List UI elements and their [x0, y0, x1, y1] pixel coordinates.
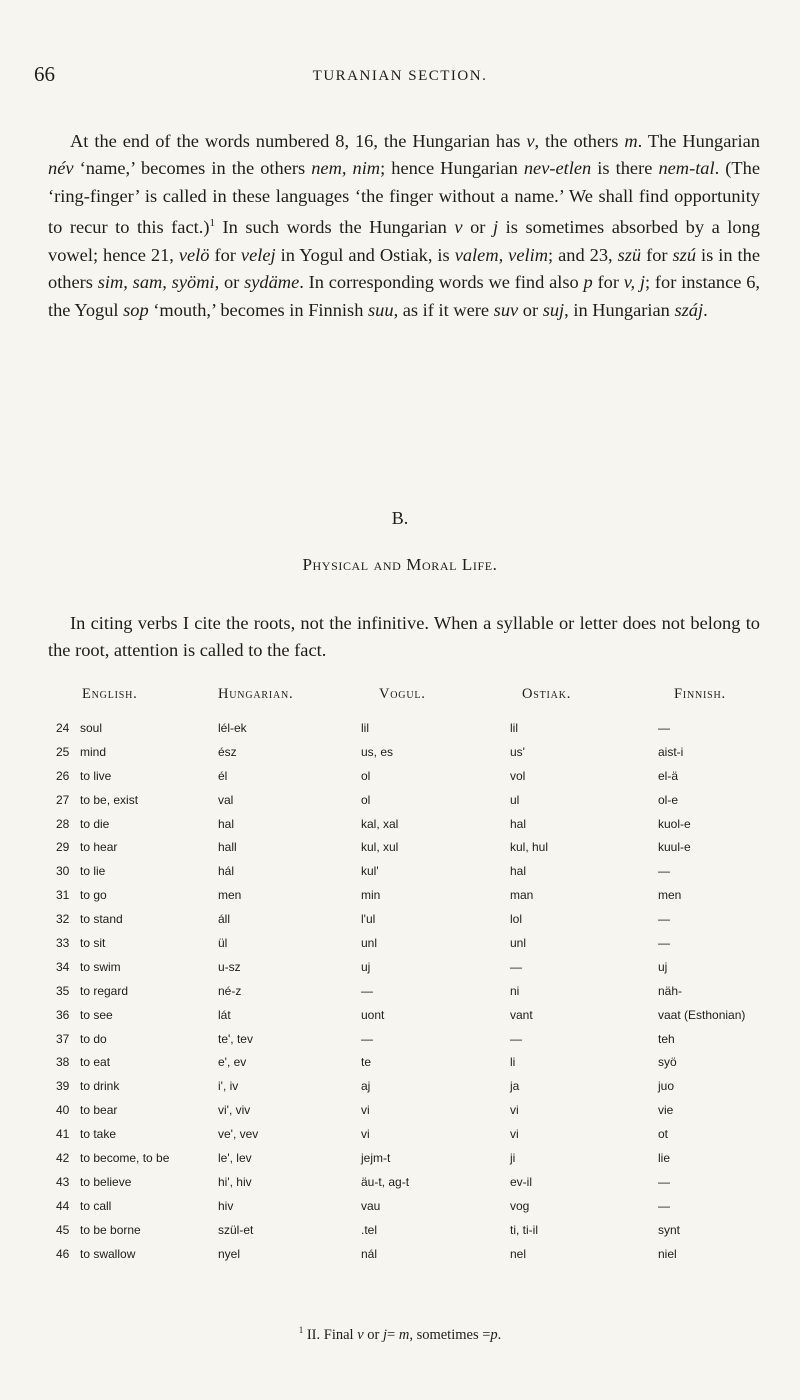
entry-number: 45 [56, 1222, 70, 1237]
entry-english: to die [80, 816, 110, 831]
table-row [56, 1074, 758, 1098]
cell-ostiak: lol [510, 912, 523, 927]
cell-vogul: .tel [361, 1222, 378, 1237]
page-number: 66 [34, 62, 55, 86]
entry-english: to believe [80, 1174, 132, 1189]
cell-vogul: us, es [361, 744, 394, 759]
cell-hungarian: te', tev [218, 1031, 253, 1046]
table-body [56, 716, 758, 1265]
entry-english: to go [80, 888, 107, 903]
cell-finnish: näh- [658, 983, 683, 998]
cell-ostiak: hal [510, 864, 527, 879]
text-run: is there [591, 158, 659, 179]
paragraph-1 [48, 128, 760, 324]
table-row [56, 835, 758, 859]
cell-ostiak: vog [510, 1198, 530, 1213]
text-run: for [592, 272, 624, 293]
entry-english: to swim [80, 959, 121, 974]
cell-hungarian: né-z [218, 983, 242, 998]
vocabulary-table [56, 686, 758, 1265]
header-ostiak: Ostiak. [522, 686, 572, 702]
cell-finnish: syö [658, 1055, 677, 1070]
text-run: for [209, 244, 241, 265]
italic-term: j [492, 217, 499, 238]
entry-number: 26 [56, 768, 70, 783]
cell-finnish: — [658, 864, 670, 879]
italic-term: nem-tal [658, 158, 715, 179]
text-run: for [641, 244, 673, 265]
italic-term: valem, velim [454, 244, 548, 265]
entry-number: 43 [56, 1174, 70, 1189]
table-row [56, 955, 758, 979]
header-finnish: Finnish. [674, 686, 726, 702]
table-row [56, 1050, 758, 1074]
cell-vogul: l'ul [361, 912, 376, 927]
footnote-ref: 1 [209, 217, 215, 230]
italic-term: szü [617, 244, 642, 265]
section-title: Physical and Moral Life. [302, 555, 498, 574]
footnote-var-j: j [382, 1326, 388, 1343]
cell-vogul: vi [361, 1103, 370, 1118]
cell-finnish: juo [658, 1079, 675, 1094]
entry-number: 32 [56, 912, 70, 927]
intro-text: In citing verbs I cite the roots, not the infinitive. When a syllable or letter does not belong to the root, attention is called to the fact. [48, 613, 760, 661]
entry-english: to live [80, 768, 112, 783]
cell-ostiak: ja [510, 1079, 520, 1094]
cell-english [56, 1194, 214, 1218]
footnote-prefix: Final [323, 1326, 354, 1343]
entry-english: to stand [80, 912, 123, 927]
entry-number: 30 [56, 864, 70, 879]
text-run: . In corresponding words we find also [299, 272, 584, 293]
italic-term: velej [240, 244, 276, 265]
cell-ostiak: ev-il [510, 1174, 533, 1189]
entry-english: to lie [80, 864, 106, 879]
cell-english [56, 740, 214, 764]
intro-paragraph [48, 610, 760, 665]
italic-term: suv [493, 299, 519, 320]
cell-english [56, 931, 214, 955]
cell-ostiak: vi [510, 1103, 519, 1118]
text-run: ‘mouth,’ becomes in Finnish [148, 299, 368, 320]
text-run: ‘name,’ becomes in the others [73, 158, 312, 179]
italic-term: suj [542, 299, 565, 320]
footnote-marker: 1 [298, 1325, 304, 1335]
entry-english: to eat [80, 1055, 111, 1070]
cell-english [56, 1027, 214, 1051]
entry-number: 29 [56, 840, 70, 855]
cell-finnish: vie [658, 1103, 674, 1118]
text-run: . (The ‘ring-finger’ is called in these languages ‘the finger without a name.’ We shall find opportunity to recur to this fact.) [48, 158, 760, 238]
entry-english: to bear [80, 1103, 118, 1118]
text-run: , in Hungarian [564, 299, 675, 320]
table-row [56, 907, 758, 931]
cell-ostiak: vant [510, 1007, 533, 1022]
entry-number: 31 [56, 888, 70, 903]
cell-ostiak: hal [510, 816, 527, 831]
entry-number: 36 [56, 1007, 70, 1022]
text-run: or [462, 217, 493, 238]
table-row [56, 1218, 758, 1242]
cell-hungarian: e', ev [218, 1055, 247, 1070]
cell-hungarian: lél-ek [218, 720, 247, 735]
cell-vogul: kal, xal [361, 816, 399, 831]
cell-hungarian: szül-et [218, 1222, 254, 1237]
entry-number: 28 [56, 816, 70, 831]
body-paragraph [48, 128, 760, 324]
cell-finnish: — [658, 912, 670, 927]
entry-english: to become, to be [80, 1150, 170, 1165]
cell-finnish: lie [658, 1150, 671, 1165]
cell-english [56, 883, 214, 907]
entry-english: to swallow [80, 1246, 136, 1261]
table-row [56, 883, 758, 907]
entry-number: 44 [56, 1198, 70, 1213]
table-row [56, 764, 758, 788]
cell-ostiak: man [510, 888, 534, 903]
italic-term: velö [178, 244, 210, 265]
cell-english [56, 979, 214, 1003]
entry-english: to take [80, 1127, 117, 1142]
cell-vogul: vi [361, 1127, 370, 1142]
cell-hungarian: ül [218, 935, 228, 950]
header-hungarian: Hungarian. [218, 686, 294, 702]
cell-english [56, 1098, 214, 1122]
cell-finnish: el-ä [658, 768, 679, 783]
cell-finnish: uj [658, 959, 668, 974]
italic-term: szú [672, 244, 697, 265]
text-run: , or [214, 272, 245, 293]
cell-ostiak: us' [510, 744, 525, 759]
cell-vogul: jejm-t [361, 1150, 391, 1165]
text-run: or [518, 299, 543, 320]
cell-english [56, 1122, 214, 1146]
entry-number: 34 [56, 959, 70, 974]
table-row [56, 1170, 758, 1194]
italic-term: p [583, 272, 593, 293]
cell-finnish: kuul-e [658, 840, 691, 855]
cell-vogul: lil [361, 720, 369, 735]
cell-ostiak: vi [510, 1127, 519, 1142]
cell-ostiak: li [510, 1055, 516, 1070]
cell-hungarian: lát [218, 1007, 231, 1022]
table-row [56, 1146, 758, 1170]
cell-english [56, 1242, 214, 1266]
table-row [56, 859, 758, 883]
cell-vogul: nál [361, 1246, 378, 1261]
cell-finnish: aist-i [658, 744, 684, 759]
entry-english: to regard [80, 983, 129, 998]
cell-hungarian: él [218, 768, 228, 783]
italic-term: v [454, 217, 463, 238]
header-english: English. [82, 686, 138, 702]
cell-ostiak: nel [510, 1246, 527, 1261]
table-header-row [56, 686, 758, 716]
cell-english [56, 955, 214, 979]
table-row [56, 1242, 758, 1266]
text-run: . [703, 299, 708, 320]
cell-hungarian: nyel [218, 1246, 241, 1261]
cell-vogul: kul' [361, 864, 379, 879]
cell-ostiak: ni [510, 983, 520, 998]
table-row [56, 931, 758, 955]
text-run: ; hence Hungarian [380, 158, 524, 179]
table-row [56, 788, 758, 812]
cell-vogul: — [361, 983, 373, 998]
cell-finnish: ot [658, 1127, 669, 1142]
entry-english: to do [80, 1031, 107, 1046]
entry-english: to sit [80, 935, 106, 950]
cell-vogul: uont [361, 1007, 385, 1022]
italic-term: sim, sam, syömi [97, 272, 215, 293]
italic-term: nev-etlen [523, 158, 592, 179]
text-run: . The Hungarian [637, 131, 760, 151]
cell-hungarian: i', iv [218, 1079, 239, 1094]
table-row [56, 1003, 758, 1027]
cell-hungarian: u-sz [218, 959, 241, 974]
entry-number: 40 [56, 1103, 70, 1118]
text-run: At the end of the words numbered 8, 16, the Hungarian has [70, 131, 527, 151]
entry-number: 24 [56, 720, 70, 735]
cell-vogul: unl [361, 935, 378, 950]
cell-hungarian: val [218, 792, 234, 807]
cell-english [56, 764, 214, 788]
cell-finnish: vaat (Esthonian) [658, 1007, 746, 1022]
italic-term: név [48, 158, 74, 179]
cell-hungarian: áll [218, 912, 231, 927]
table-row [56, 812, 758, 836]
cell-ostiak: ji [510, 1150, 516, 1165]
cell-vogul: aj [361, 1079, 371, 1094]
cell-english [56, 716, 214, 740]
cell-hungarian: men [218, 888, 242, 903]
entry-number: 35 [56, 983, 70, 998]
cell-ostiak: — [510, 959, 522, 974]
cell-hungarian: vi', viv [218, 1103, 251, 1118]
cell-english [56, 1074, 214, 1098]
cell-finnish: teh [658, 1031, 675, 1046]
cell-english [56, 859, 214, 883]
entry-number: 41 [56, 1127, 70, 1142]
entry-english: soul [80, 720, 103, 735]
footnote-or: or [367, 1326, 380, 1343]
entry-english: to call [80, 1198, 112, 1213]
cell-english [56, 907, 214, 931]
cell-finnish: — [658, 1174, 670, 1189]
entry-number: 42 [56, 1150, 70, 1165]
cell-finnish: men [658, 888, 682, 903]
entry-english: to see [80, 1007, 113, 1022]
table-row [56, 979, 758, 1003]
italic-term: m [624, 131, 638, 151]
cell-english [56, 1050, 214, 1074]
cell-ostiak: vol [510, 768, 526, 783]
text-run: , as if it were [393, 299, 494, 320]
cell-vogul: kul, xul [361, 840, 399, 855]
italic-term: nem, nim [311, 158, 381, 179]
cell-hungarian: hál [218, 864, 235, 879]
table-row [56, 1122, 758, 1146]
cell-english [56, 1218, 214, 1242]
footnote [0, 1325, 800, 1344]
cell-finnish: ol-e [658, 792, 679, 807]
italic-term: sop [123, 299, 149, 320]
entry-number: 38 [56, 1055, 70, 1070]
entry-english: mind [80, 744, 107, 759]
cell-hungarian: hiv [218, 1198, 234, 1213]
entry-english: to drink [80, 1079, 120, 1094]
cell-hungarian: hal [218, 816, 235, 831]
cell-english [56, 788, 214, 812]
entry-english: to be borne [80, 1222, 141, 1237]
entry-number: 27 [56, 792, 70, 807]
footnote-mid: , sometimes = [409, 1326, 491, 1343]
running-head: TURANIAN SECTION. [312, 68, 488, 84]
italic-term: v, j [623, 272, 646, 293]
entry-english: to be, exist [80, 792, 139, 807]
text-run: ; for instance 6, the Yogul [48, 272, 760, 320]
cell-ostiak: kul, hul [510, 840, 549, 855]
table-row [56, 1194, 758, 1218]
cell-finnish: synt [658, 1222, 681, 1237]
text-run: is sometimes absorbed by a long vowel; hence 21, [48, 217, 760, 265]
cell-ostiak: unl [510, 935, 527, 950]
footnote-equals: = [387, 1326, 399, 1343]
cell-ostiak: ul [510, 792, 520, 807]
footnote-end: . [497, 1326, 502, 1343]
cell-ostiak: ti, ti-il [510, 1222, 538, 1237]
footnote-var-v: v [357, 1326, 364, 1343]
cell-english [56, 1146, 214, 1170]
cell-ostiak: lil [510, 720, 518, 735]
italic-term: száj [674, 299, 704, 320]
cell-finnish: — [658, 720, 670, 735]
cell-english [56, 835, 214, 859]
text-run: ; and 23, [548, 244, 618, 265]
entry-number: 25 [56, 744, 70, 759]
cell-hungarian: le', lev [218, 1150, 252, 1165]
footnote-var-p: p [490, 1326, 498, 1343]
cell-vogul: äu-t, ag-t [361, 1174, 410, 1189]
cell-vogul: ol [361, 768, 371, 783]
footnote-var-m: m [398, 1326, 410, 1343]
entry-number: 39 [56, 1079, 70, 1094]
cell-finnish: — [658, 935, 670, 950]
cell-finnish: — [658, 1198, 670, 1213]
entry-number: 37 [56, 1031, 70, 1046]
italic-term: suu [368, 299, 394, 320]
cell-vogul: uj [361, 959, 371, 974]
cell-hungarian: ve', vev [218, 1127, 259, 1142]
cell-finnish: niel [658, 1246, 677, 1261]
cell-hungarian: hall [218, 840, 237, 855]
cell-ostiak: — [510, 1031, 522, 1046]
cell-english [56, 812, 214, 836]
cell-hungarian: hi', hiv [218, 1174, 252, 1189]
text-run: is in the others [48, 244, 761, 293]
cell-vogul: vau [361, 1198, 381, 1213]
table-row [56, 716, 758, 740]
table-row [56, 1027, 758, 1051]
footnote-label: II. [306, 1326, 321, 1343]
cell-english [56, 1003, 214, 1027]
cell-hungarian: ész [218, 744, 237, 759]
cell-english [56, 1170, 214, 1194]
text-run: , the others [534, 131, 625, 151]
italic-term: sydäme [244, 272, 300, 293]
entry-number: 46 [56, 1246, 70, 1261]
cell-finnish: kuol-e [658, 816, 691, 831]
text-run: in Yogul and Ostiak, is [275, 244, 455, 265]
section-letter: B. [391, 508, 409, 528]
entry-english: to hear [80, 840, 118, 855]
table-row [56, 740, 758, 764]
text-run: In such words the Hungarian [214, 217, 455, 238]
italic-term: v [526, 131, 535, 151]
header-vogul: Vogul. [379, 686, 426, 702]
cell-vogul: ol [361, 792, 371, 807]
cell-vogul: min [361, 888, 381, 903]
cell-vogul: — [361, 1031, 373, 1046]
entry-number: 33 [56, 935, 70, 950]
table-row [56, 1098, 758, 1122]
cell-vogul: te [361, 1055, 372, 1070]
